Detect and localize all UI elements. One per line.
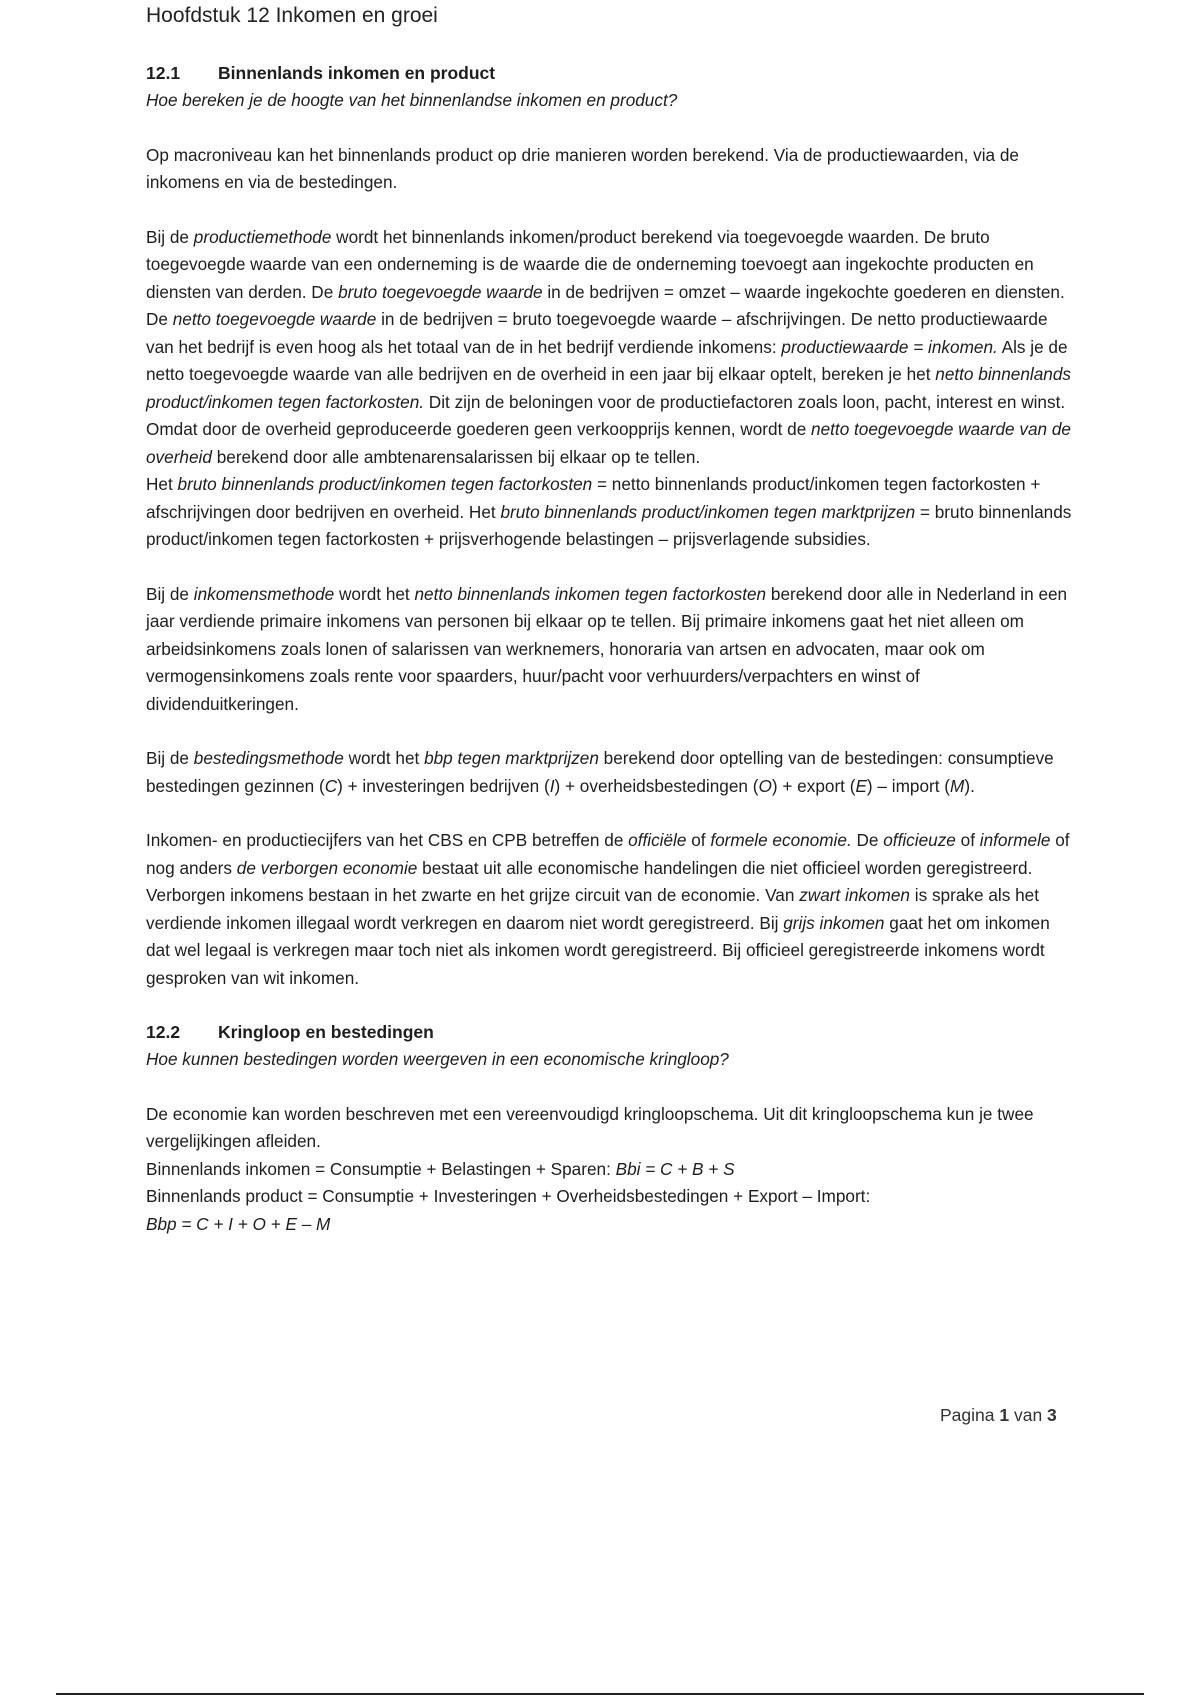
section-question: Hoe kunnen bestedingen worden weergeven in een economische kringloop? <box>146 1049 729 1069</box>
section-number: 12.2 <box>146 1022 181 1042</box>
paragraph-kringloop <box>146 1101 1076 1239</box>
equation-binnenlands-inkomen: Binnenlands inkomen = Consumptie + Belastingen + Sparen: Bbi = C + B + S <box>146 1158 735 1179</box>
page-number: Pagina 1 van 3 <box>940 1405 1057 1425</box>
section-heading-12-2 <box>146 1019 1076 1046</box>
document-title: Hoofdstuk 12 Inkomen en groei <box>146 4 438 27</box>
paragraph-verborgen-economie <box>146 827 1076 992</box>
paragraph-text: Inkomen- en productiecijfers van het CBS en CPB betreffen de officiële of formele economie. De officieuze of informele of nog anders de verborgen economie bestaat uit alle economische handelingen die niet officieel worden geregistreerd. Verborgen inkomens bestaan in het zwarte en het grijze circuit van de economie. Van zwart inkomen is sprake als het verdiende inkomen illegaal wordt verkregen en daarom niet wordt geregistreerd. Bij grijs inkomen gaat het om inkomen dat wel legaal is verkregen maar toch niet als inkomen wordt geregistreerd. Bij officieel geregistreerde inkomens wordt gesproken van wit inkomen. <box>146 830 1070 988</box>
section-title: Kringloop en bestedingen <box>218 1022 434 1042</box>
paragraph-text: Op macroniveau kan het binnenlands product op drie manieren worden berekend. Via de productiewaarden, via de inkomens en via de bestedingen. <box>146 144 1019 192</box>
paragraph-text: Bij de productiemethode wordt het binnenlands inkomen/product berekend via toegevoegde waarden. De bruto toegevoegde waarde van een onderneming is de waarde die de onderneming toevoegt aan ingekochte producten en diensten van derden. De bruto toegevoegde waarde in de bedrijven = omzet – waarde ingekochte goederen en diensten. De netto toegevoegde waarde in de bedrijven = bruto toegevoegde waarde – afschrijvingen. De netto productiewaarde van het bedrijf is even hoog als het totaal van de in het bedrijf verdiende inkomens: productiewaarde = inkomen. Als je de netto toegevoegde waarde van alle bedrijven en de overheid in een jaar bij elkaar optelt, bereken je het netto binnenlands product/inkomen tegen factorkosten. Dit zijn de beloningen voor de productiefactoren zoals loon, pacht, interest en winst. Omdat door de overheid geproduceerde goederen geen verkoopprijs kennen, wordt de netto toegevoegde waarde van de overheid berekend door alle ambtenarensalarissen bij elkaar op te tellen. <box>146 226 1071 467</box>
paragraph-bruto-product <box>146 471 1076 554</box>
paragraph-text: Bij de bestedingsmethode wordt het bbp tegen marktprijzen berekend door optelling van de bestedingen: consumptieve bestedingen gezinnen (C) + investeringen bedrijven (I) + overheidsbestedingen (O) + export (E) – import (M). <box>146 748 1054 796</box>
paragraph-inkomensmethode <box>146 581 1076 719</box>
paragraph-1 <box>146 142 1076 197</box>
bottom-divider <box>56 1693 1144 1695</box>
document-body <box>146 60 1076 1265</box>
section-heading-12-1 <box>146 60 1076 87</box>
section-title: Binnenlands inkomen en product <box>218 63 496 83</box>
section-question: Hoe bereken je de hoogte van het binnenlandse inkomen en product? <box>146 90 678 110</box>
equation-bbp: Bbp = C + I + O + E – M <box>146 1213 331 1234</box>
paragraph-bestedingsmethode <box>146 745 1076 800</box>
section-number: 12.1 <box>146 63 181 83</box>
paragraph-text: De economie kan worden beschreven met een vereenvoudigd kringloopschema. Uit dit kringloopschema kun je twee vergelijkingen afleiden. <box>146 1103 1034 1151</box>
paragraph-text: Bij de inkomensmethode wordt het netto binnenlands inkomen tegen factorkosten berekend door alle in Nederland in een jaar verdiende primaire inkomens van personen bij elkaar op te tellen. Bij primaire inkomens gaat het niet alleen om arbeidsinkomens zoals lonen of salarissen van werknemers, honoraria van artsen en advocaten, maar ook om vermogensinkomens zoals rente voor spaarders, huur/pacht voor verhuurders/verpachters en winst of dividenduitkeringen. <box>146 583 1068 714</box>
paragraph-productiemethode <box>146 224 1076 472</box>
equation-binnenlands-product: Binnenlands product = Consumptie + Investeringen + Overheidsbestedingen + Export – Import: <box>146 1186 871 1206</box>
paragraph-text: Het bruto binnenlands product/inkomen tegen factorkosten = netto binnenlands product/inkomen tegen factorkosten + afschrijvingen door bedrijven en overheid. Het bruto binnenlands product/inkomen tegen marktprijzen = bruto binnenlands product/inkomen tegen factorkosten + prijsverhogende belastingen – prijsverlagende subsidies. <box>146 474 1072 549</box>
